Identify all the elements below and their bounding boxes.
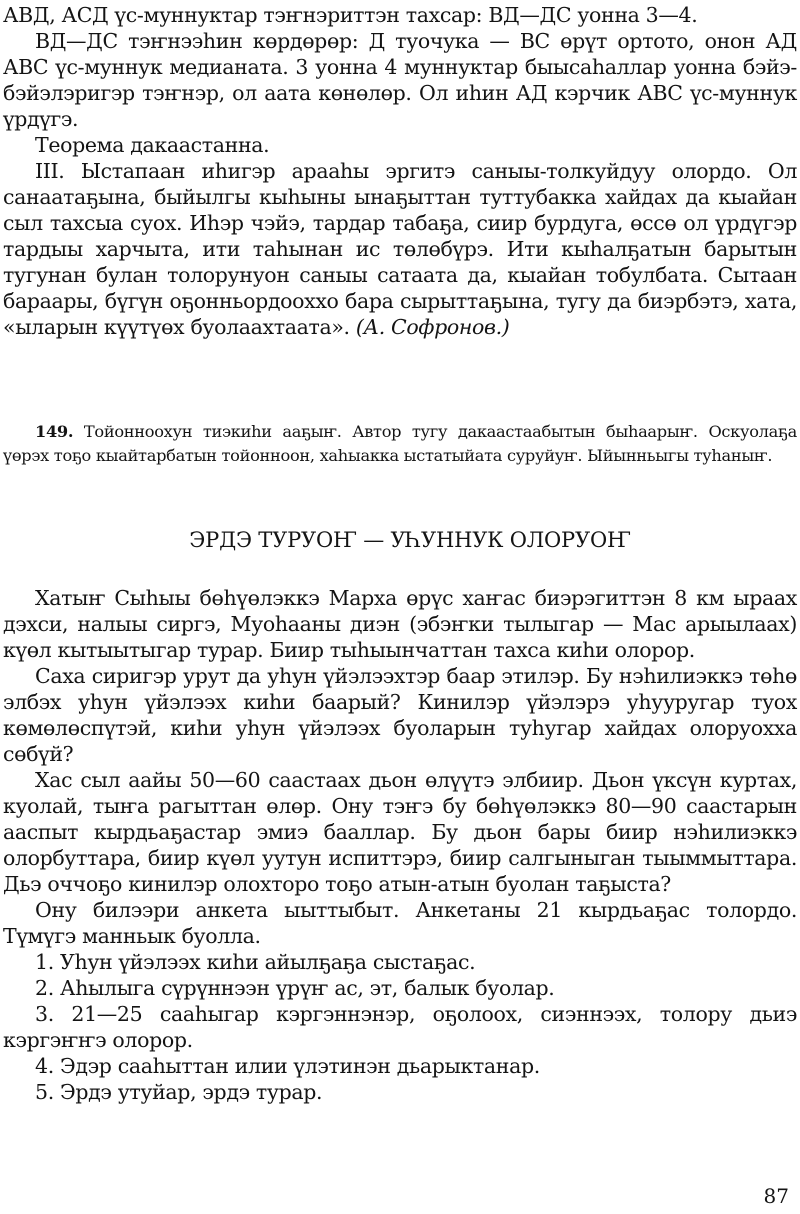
list-item: 1. Уһун үйэлээх киһи айылҕаҕа сыстаҕас. xyxy=(35,950,476,974)
exercise-instructions: Тойонноохун тиэкиһи ааҕыҥ. Автор тугу дакаастаабытын быһаарыҥ. Оскуолаҕа үөрэх тоҕо кыайтарбатын тойонноон, хаһыакка ыстатыйата суруйуҥ. Ыйынньыгы туһаныҥ. xyxy=(3,422,797,465)
exercise-149 xyxy=(3,420,797,468)
paragraph-theorem-proven: Теорема дакаастанна. xyxy=(35,133,270,157)
paragraph-proof-explanation: ВД—ДС тэҥнээһин көрдөрөр: Д туочука — ВС өрүт ортото, онон АД АВС үс-муннук медианата. 3 уонна 4 муннуктар быысаһаллар уонна бэйэ-бэйэлэригэр тэҥнэр, ол аата көнөлөр. Ол иһин АД кэрчик АВС үс-муннук үрдүгэ. xyxy=(3,29,797,131)
longevity-article xyxy=(3,585,797,1105)
page-number: 87 xyxy=(763,1184,789,1208)
list-item: 2. Аһылыга сүрүннээн үрүҥ ас, эт, балык буолар. xyxy=(35,976,555,1000)
paragraph-question: Саха сиригэр урут да уһун үйэлээхтэр баар этилэр. Бу нэһилиэккэ төһө элбэх уһун үйэлээх киһи баарый? Кинилэр үйэлэрэ уһууругар туох көмөлөспүтэй, киһи уһун үйэлээх буоларын туһугар хайдах олоруохха сөбүй? xyxy=(3,664,797,766)
list-item: 4. Эдэр сааһыттан илии үлэтинэн дьарыктанар. xyxy=(35,1054,540,1078)
list-item: 3. 21—25 сааһыгар кэргэннэнэр, оҕолоох, сиэннээх, толору дьиэ кэргэҥҥэ олорор. xyxy=(3,1002,797,1052)
exercise-number: 149. xyxy=(35,422,74,441)
proof-section xyxy=(3,2,797,340)
paragraph-proof-step: АВД, АСД үс-муннуктар тэҥнэриттэн тахсар: ВД—ДС уонна 3—4. xyxy=(3,3,698,27)
excerpt-source: (А. Софронов.) xyxy=(355,315,510,339)
excerpt-text: III. Ыстапаан иһигэр арааһы эргитэ саныы-толкуйдуу олордо. Ол санаатаҕына, быйылгы кыһыны ынаҕыттан туттубакка хайдах да кыайан сыл тахсыа суох. Иһэр чэйэ, тардар табаҕа, сиир бурдуга, өссө ол үрдүгэр тардыы харчыта, ити таһынан ис төлөбүрэ. Ити кыһалҕатын барытын тугунан булан толорунуон саныы сатаата да, кыайан тобулбата. Сытаан бараары, бүгүн оҕонньордоохxо бара сырыттаҕына, тугу да биэрбэтэ, хата, «ыларын күүтүөх буолаахтаата». xyxy=(3,159,797,339)
paragraph-statistics: Хас сыл аайы 50—60 саастаах дьон өлүүтэ элбиир. Дьон үксүн куртах, куолай, тыҥа рагыттан өлөр. Ону тэҥэ бу бөһүөлэккэ 80—90 саастарын ааспыт кырдьаҕастар эмиэ бааллар. Бу дьон бары биир нэһилиэккэ олорбуттара, биир күөл уутун испиттэрэ, биир салгыныган тыыммыттара. Дьэ оччоҕо кинилэр олохторо тоҕо атын-атын буолан таҕыста? xyxy=(3,768,797,896)
paragraph-village-description: Хатыҥ Сыһыы бөһүөлэккэ Марха өрүс хаҥас биэрэгиттэн 8 км ыраах дэхси, налыы сиргэ, Муоһааны диэн (эбэҥки тылыгар — Мас арыылаах) күөл кытыытыгар турар. Биир тыһыынчаттан тахса киһи олорор. xyxy=(3,586,797,662)
paragraph-literary-excerpt xyxy=(3,158,797,340)
survey-results-list xyxy=(3,949,797,1105)
list-item: 5. Эрдэ утуйар, эрдэ турар. xyxy=(35,1080,323,1104)
section-heading: ЭРДЭ ТУРУОҤ — УҺУННУК ОЛОРУОҤ xyxy=(189,528,631,552)
exercise-text xyxy=(3,420,797,468)
paragraph-survey: Ону билээри анкета ыыттыбыт. Анкетаны 21 кырдьаҕас толордо. Түмүгэ манньык буолла. xyxy=(3,898,797,948)
